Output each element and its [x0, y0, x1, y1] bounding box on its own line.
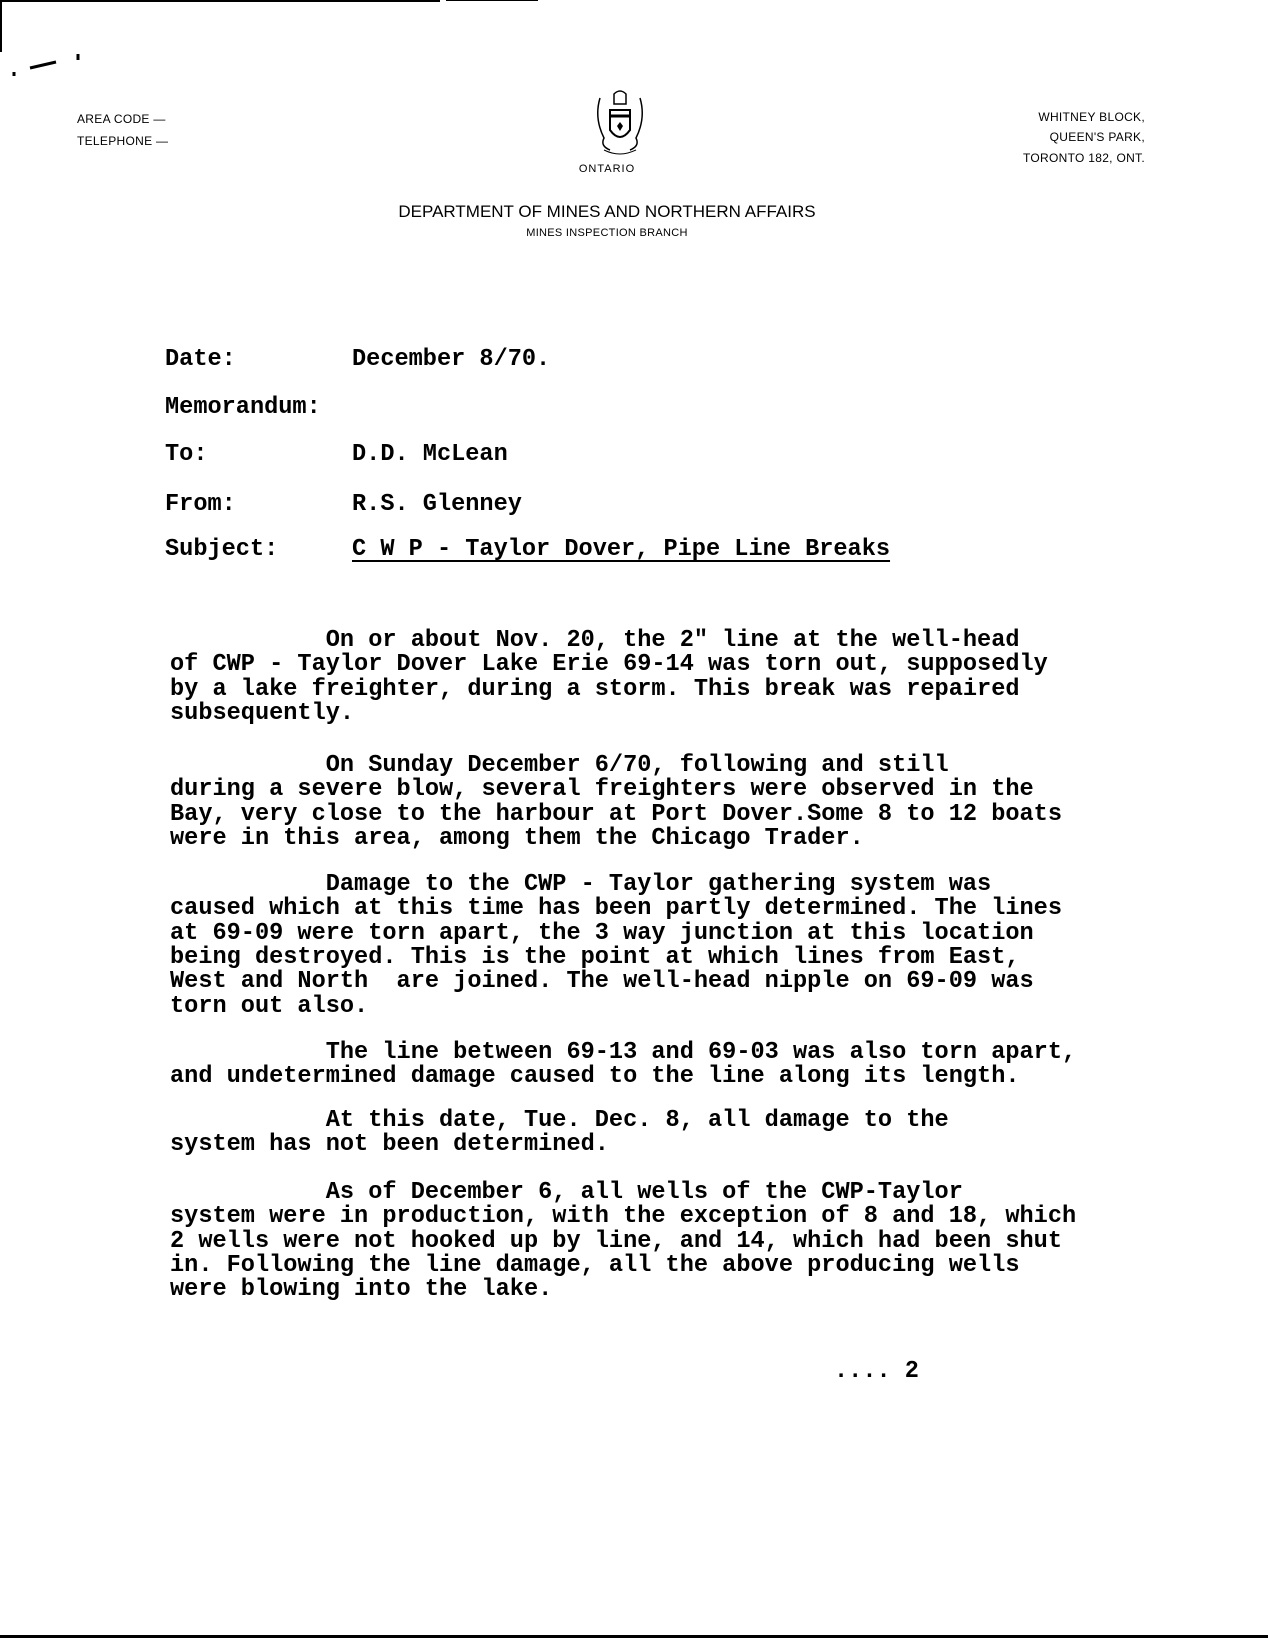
- field-label: To:: [165, 441, 208, 468]
- body-line: The line between 69-13 and 69-03 was also torn apart,: [170, 1039, 1077, 1066]
- branch-title: MINES INSPECTION BRANCH: [526, 227, 688, 239]
- body-line: during a severe blow, several freighters were observed in the: [170, 776, 1034, 804]
- body-line: by a lake freighter, during a storm. This break was repaired: [170, 675, 1020, 703]
- address-line: QUEEN'S PARK,: [1049, 130, 1145, 144]
- body-line: West and North are joined. The well-head nipple on 69-09 was: [170, 968, 1034, 996]
- body-line: As of December 6, all wells of the CWP-Taylor: [170, 1179, 963, 1206]
- scan-edge-line: [0, 0, 440, 2]
- body-line: Damage to the CWP - Taylor gathering system was: [170, 871, 992, 898]
- body-line: At this date, Tue. Dec. 8, all damage to the: [170, 1107, 949, 1134]
- body-line: caused which at this time has been partly determined. The lines: [170, 895, 1062, 923]
- body-line: On or about Nov. 20, the 2" line at the well-head: [170, 627, 1020, 654]
- area-code-label: AREA CODE —: [77, 112, 166, 126]
- body-line: On Sunday December 6/70, following and still: [170, 752, 949, 779]
- ontario-coat-of-arms-icon: [590, 88, 650, 160]
- body-line: of CWP - Taylor Dover Lake Erie 69-14 was torn out, supposedly: [170, 651, 1048, 679]
- body-line: and undetermined damage caused to the line along its length.: [170, 1063, 1020, 1091]
- body-line: at 69-09 were torn apart, the 3 way junction at this location: [170, 919, 1034, 947]
- field-value: C W P - Taylor Dover, Pipe Line Breaks: [352, 536, 891, 563]
- address-line: WHITNEY BLOCK,: [1038, 110, 1145, 124]
- field-label: Subject:: [165, 536, 279, 563]
- stray-mark-icon: [8, 50, 88, 80]
- body-line: in. Following the line damage, all the above producing wells: [170, 1251, 1020, 1279]
- address-line: TORONTO 182, ONT.: [1022, 151, 1145, 165]
- field-label: Memorandum:: [165, 394, 321, 421]
- body-line: subsequently.: [170, 699, 355, 727]
- body-line: system were in production, with the exception of 8 and 18, which: [170, 1203, 1077, 1231]
- body-line: being destroyed. This is the point at which lines from East,: [170, 943, 1020, 971]
- scan-edge-line: [0, 0, 2, 52]
- body-line: system has not been determined.: [170, 1131, 609, 1159]
- department-title: DEPARTMENT OF MINES AND NORTHERN AFFAIRS: [398, 202, 816, 221]
- scan-edge-line: [446, 0, 538, 1]
- field-value: December 8/70.: [352, 346, 551, 373]
- seal-caption: ONTARIO: [578, 163, 636, 175]
- page-continuation: .... 2: [834, 1358, 919, 1385]
- body-line: Bay, very close to the harbour at Port Dover.Some 8 to 12 boats: [170, 800, 1062, 828]
- body-line: were in this area, among them the Chicago Trader.: [170, 824, 864, 852]
- field-label: From:: [165, 491, 236, 518]
- field-value: R.S. Glenney: [352, 491, 522, 518]
- field-label: Date:: [165, 346, 236, 373]
- body-line: were blowing into the lake.: [170, 1276, 553, 1304]
- body-line: 2 wells were not hooked up by line, and 14, which had been shut: [170, 1227, 1062, 1255]
- telephone-label: TELEPHONE —: [77, 134, 169, 148]
- field-value: D.D. McLean: [352, 441, 508, 468]
- body-line: torn out also.: [170, 992, 369, 1020]
